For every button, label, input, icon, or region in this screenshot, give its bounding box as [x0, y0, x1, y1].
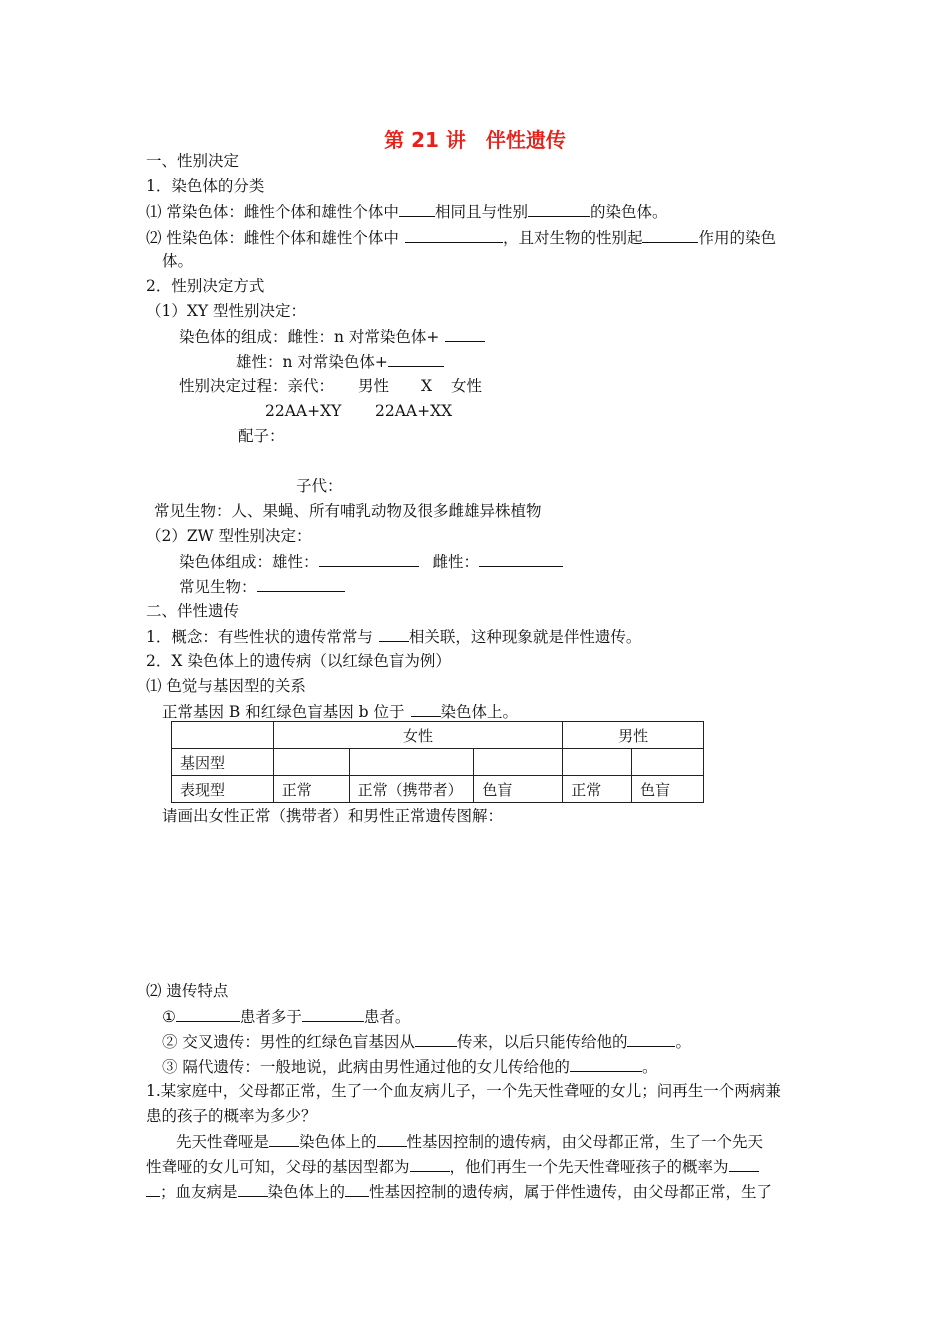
fill-blank[interactable] [388, 351, 444, 367]
table-cell [172, 722, 274, 749]
text-line: 染色体组成：雄性： 雌性： [179, 551, 563, 572]
fill-blank[interactable] [238, 1181, 268, 1197]
text-line: 请画出女性正常（携带者）和男性正常遗传图解： [162, 807, 504, 825]
fill-blank[interactable] [269, 1131, 299, 1147]
female-genotype: 22AA+XX [375, 402, 453, 420]
fill-blank[interactable] [415, 1031, 457, 1047]
male-header: 男性 [563, 722, 704, 749]
text-line: ⑴ 常染色体：雌性个体和雄性个体中 相同且与性别 的染色体。 [146, 203, 668, 221]
genotype-phenotype-table [171, 721, 704, 803]
section-heading: 二、伴性遗传 [146, 602, 240, 620]
fill-blank[interactable] [257, 576, 345, 592]
text-line: 1．概念：有些性状的遗传常常与 相关联，这种现象就是伴性遗传。 [146, 628, 642, 646]
genotype-cell[interactable] [632, 749, 704, 776]
phenotype-cell: 正常（携带者） [349, 776, 474, 803]
answer-line: ；血友病是 染色体上的 性基因控制的遗传病，属于伴性遗传，由父母都正常，生了 [146, 1181, 772, 1202]
fill-blank[interactable] [399, 201, 435, 217]
answer-line: 性聋哑的女儿可知，父母的基因型都为 ，他们再生一个先天性聋哑孩子的概率为 [146, 1156, 759, 1177]
fill-blank[interactable] [377, 1131, 407, 1147]
row-label-genotype: 基因型 [172, 749, 274, 776]
male-genotype: 22AA+XY [265, 402, 342, 420]
text-line: ① 患者多于 患者。 [162, 1008, 411, 1026]
fill-blank[interactable] [528, 201, 590, 217]
fill-blank[interactable] [405, 227, 503, 243]
offspring-label: 子代： [296, 477, 343, 495]
genotype-cell[interactable] [349, 749, 474, 776]
female-header: 女性 [273, 722, 562, 749]
section-heading: 一、性别决定 [146, 152, 240, 170]
text-line: 正常基因 B 和红绿色盲基因 b 位于 染色体上。 [162, 703, 519, 721]
question-text: 患的孩子的概率为多少？ [146, 1107, 317, 1125]
fill-blank[interactable] [379, 626, 409, 642]
text-line: 常见生物： [179, 576, 345, 597]
fill-blank[interactable] [627, 1031, 675, 1047]
text-line: 雄性：n 对常染色体+ [236, 351, 444, 372]
genotype-cell[interactable] [563, 749, 632, 776]
subsection-heading: （1）XY 型性别决定： [146, 302, 307, 320]
text-line: 常见生物：人、果蝇、所有哺乳动物及很多雌雄异株植物 [154, 502, 542, 520]
text-line: ② 交叉遗传：男性的红绿色盲基因从 传来，以后只能传给他的 。 [162, 1033, 691, 1051]
row-label-phenotype: 表现型 [172, 776, 274, 803]
male-label: 男性 [358, 377, 390, 395]
fill-blank[interactable] [479, 551, 563, 567]
subsection-heading: （2）ZW 型性别决定： [146, 527, 312, 545]
text-line: 性别决定过程：亲代： [179, 377, 335, 395]
phenotype-cell: 正常 [273, 776, 349, 803]
phenotype-cell: 正常 [563, 776, 632, 803]
page-title: 第 21 讲 伴性遗传 [384, 128, 566, 152]
fill-blank[interactable] [319, 551, 419, 567]
fill-blank[interactable] [410, 1156, 450, 1172]
text-line: ⑵ 性染色体：雌性个体和雄性个体中 ，且对生物的性别起 作用的染色 [146, 229, 776, 247]
fill-blank[interactable] [146, 1181, 160, 1197]
phenotype-cell: 色盲 [474, 776, 563, 803]
subsection-heading: 1．染色体的分类 [146, 177, 265, 195]
gamete-label: 配子： [238, 427, 285, 445]
fill-blank[interactable] [302, 1006, 364, 1022]
fill-blank[interactable] [445, 326, 485, 342]
subsection-heading: 2．X 染色体上的遗传病（以红绿色盲为例） [146, 652, 451, 670]
question-text: 1.某家庭中，父母都正常，生了一个血友病儿子，一个先天性聋哑的女儿；问再生一个两病兼 [146, 1082, 781, 1100]
subsection-heading: ⑴ 色觉与基因型的关系 [146, 677, 306, 695]
text-line: 体。 [162, 252, 194, 270]
fill-blank[interactable] [729, 1156, 759, 1172]
text-line: 染色体的组成：雌性：n 对常染色体+ [179, 326, 485, 347]
fill-blank[interactable] [411, 701, 441, 717]
fill-blank[interactable] [345, 1181, 369, 1197]
fill-blank[interactable] [642, 227, 698, 243]
subsection-heading: 2．性别决定方式 [146, 277, 265, 295]
genotype-cell[interactable] [474, 749, 563, 776]
fill-blank[interactable] [176, 1006, 240, 1022]
phenotype-cell: 色盲 [632, 776, 704, 803]
text-line: ③ 隔代遗传：一般地说，此病由男性通过他的女儿传给他的 。 [162, 1058, 658, 1076]
answer-line: 先天性聋哑是 染色体上的 性基因控制的遗传病，由父母都正常，生了一个先天 [176, 1133, 764, 1151]
subsection-heading: ⑵ 遗传特点 [146, 982, 229, 1000]
cross-symbol: X [421, 377, 433, 395]
genotype-cell[interactable] [273, 749, 349, 776]
fill-blank[interactable] [570, 1056, 642, 1072]
female-label: 女性 [451, 377, 483, 395]
